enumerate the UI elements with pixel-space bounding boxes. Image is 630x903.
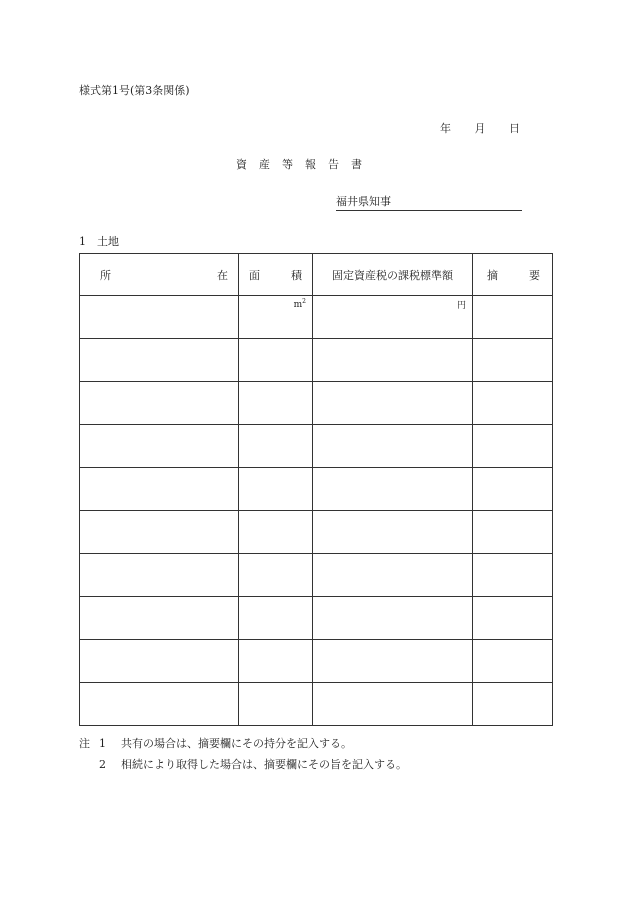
- location-cell[interactable]: [80, 468, 239, 511]
- area-unit: $m^2$: [293, 298, 306, 310]
- table-row: [80, 382, 553, 425]
- tax-base-cell[interactable]: [313, 425, 473, 468]
- location-cell[interactable]: [80, 640, 239, 683]
- tax-base-cell[interactable]: [313, 683, 473, 726]
- form-number: 様式第1号(第3条関係): [79, 84, 190, 97]
- remarks-cell[interactable]: [473, 511, 553, 554]
- location-cell[interactable]: [80, 382, 239, 425]
- table-row: [80, 554, 553, 597]
- notes: [79, 733, 407, 775]
- tax-base-cell[interactable]: [313, 468, 473, 511]
- year-label: 年: [440, 122, 451, 135]
- table-row: [80, 511, 553, 554]
- remarks-cell[interactable]: [473, 339, 553, 382]
- area-cell[interactable]: [239, 425, 313, 468]
- section-heading: 1 土地: [79, 235, 119, 248]
- location-cell[interactable]: [80, 339, 239, 382]
- location-cell[interactable]: [80, 554, 239, 597]
- day-label: 日: [509, 122, 520, 135]
- location-cell[interactable]: [80, 683, 239, 726]
- location-cell[interactable]: [80, 296, 239, 339]
- notes-label: 注: [79, 737, 90, 750]
- table-row: [80, 296, 553, 339]
- header-tax-base: 固定資産税の課税標準額: [313, 254, 473, 296]
- currency-unit: 円: [456, 301, 466, 311]
- header-location: 所 在: [80, 254, 239, 296]
- date-line: [440, 120, 520, 136]
- remarks-cell[interactable]: [473, 554, 553, 597]
- header-remarks: 摘 要: [473, 254, 553, 296]
- land-table: [79, 253, 553, 726]
- table-row: [80, 468, 553, 511]
- area-cell[interactable]: [239, 554, 313, 597]
- table-row: [80, 425, 553, 468]
- area-cell[interactable]: [239, 468, 313, 511]
- tax-base-cell[interactable]: [313, 511, 473, 554]
- document-title: 資産等報告書: [236, 158, 374, 171]
- table-header-row: [80, 254, 553, 296]
- table-row: [80, 597, 553, 640]
- area-cell[interactable]: [239, 382, 313, 425]
- area-cell[interactable]: [239, 339, 313, 382]
- table-row: [80, 683, 553, 726]
- tax-base-cell[interactable]: [313, 382, 473, 425]
- tax-base-cell[interactable]: [313, 554, 473, 597]
- table-row: [80, 339, 553, 382]
- location-cell[interactable]: [80, 425, 239, 468]
- remarks-cell[interactable]: [473, 640, 553, 683]
- remarks-cell[interactable]: [473, 683, 553, 726]
- remarks-cell[interactable]: [473, 425, 553, 468]
- tax-base-cell[interactable]: [313, 339, 473, 382]
- tax-base-cell[interactable]: [313, 640, 473, 683]
- addressee: 福井県知事: [336, 193, 522, 211]
- month-label: 月: [474, 122, 486, 135]
- tax-base-cell[interactable]: [313, 296, 473, 339]
- tax-base-cell[interactable]: [313, 597, 473, 640]
- area-cell[interactable]: [239, 511, 313, 554]
- area-cell[interactable]: [239, 296, 313, 339]
- area-cell[interactable]: [239, 597, 313, 640]
- remarks-cell[interactable]: [473, 296, 553, 339]
- table-row: [80, 640, 553, 683]
- area-cell[interactable]: [239, 640, 313, 683]
- location-cell[interactable]: [80, 511, 239, 554]
- note-item: 注 1 共有の場合は、摘要欄にその持分を記入する。: [79, 733, 407, 754]
- header-area: 面 積: [239, 254, 313, 296]
- note-item: 2 相続により取得した場合は、摘要欄にその旨を記入する。: [99, 758, 407, 771]
- remarks-cell[interactable]: [473, 468, 553, 511]
- remarks-cell[interactable]: [473, 382, 553, 425]
- area-cell[interactable]: [239, 683, 313, 726]
- remarks-cell[interactable]: [473, 597, 553, 640]
- location-cell[interactable]: [80, 597, 239, 640]
